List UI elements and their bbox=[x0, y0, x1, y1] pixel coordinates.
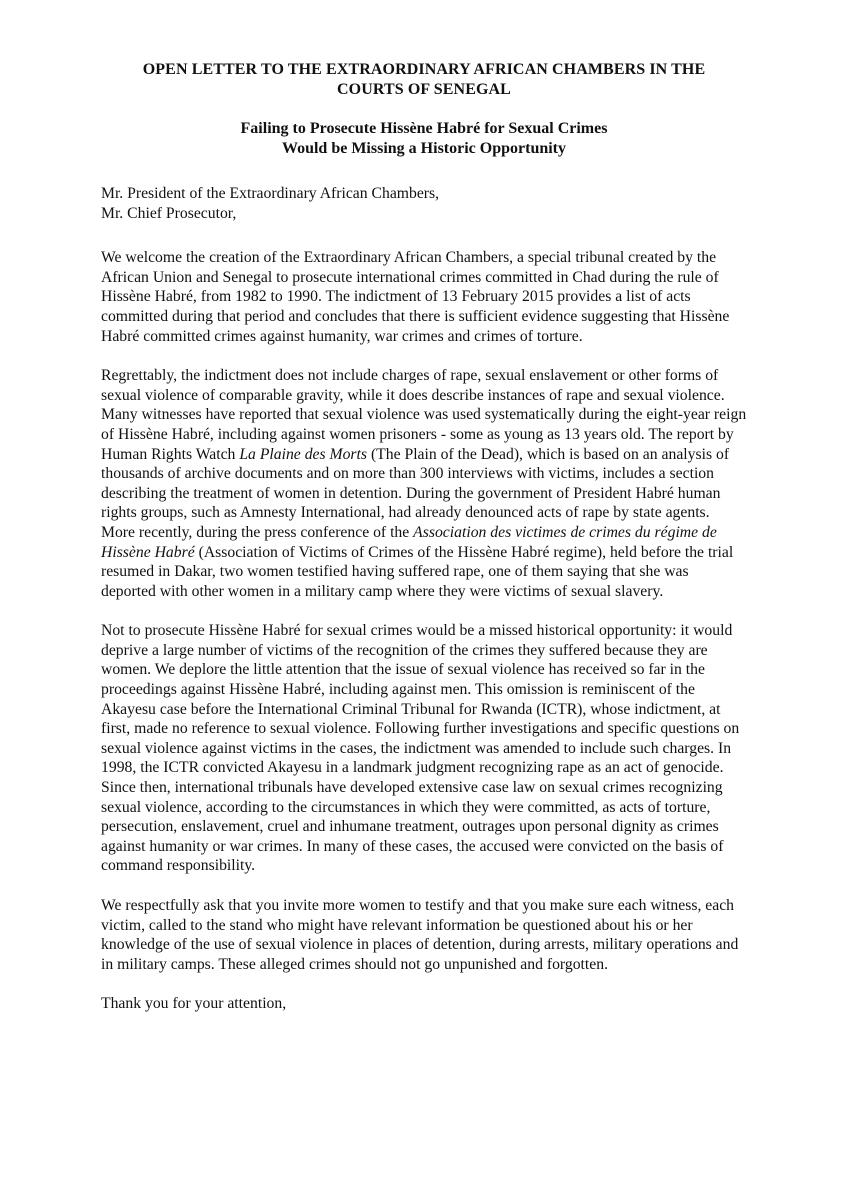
paragraph-request: We respectfully ask that you invite more women to testify and that you make sure each witness, each victim, called to the stand who might have relevant information be questioned about his or her knowledge of the use of sexual violence in places of detention, during arrests, military operations and in military camps. These alleged crimes should not go unpunished and forgotten. bbox=[101, 897, 739, 973]
letter-title-line-1: OPEN LETTER TO THE EXTRAORDINARY AFRICAN CHAMBERS IN THE bbox=[142, 61, 706, 78]
paragraph-2-text-b: (The Plain of the Dead), which is based on an analysis of thousands of archive documents and on more than 300 interviews with victims, includes a section describing the treatment of women in detention. During the government of President Habré human rights groups, such as Amnesty International, had already denounced acts of rape by state agents. More recently, during the press conference of the bbox=[101, 445, 730, 541]
letter-title-line-2: COURTS OF SENEGAL bbox=[337, 81, 511, 98]
letter-body bbox=[101, 60, 747, 1014]
paragraph-welcome: We welcome the creation of the Extraordinary African Chambers, a special tribunal created by the African Union and Senegal to prosecute international crimes committed in Chad during the rule of Hissène Habré, from 1982 to 1990. The indictment of 13 February 2015 provides a list of acts committed during that period and concludes that there is sufficient evidence suggesting that Hissène Habré committed crimes against humanity, war crimes and crimes of torture. bbox=[101, 249, 730, 345]
salutation-prosecutor: Mr. Chief Prosecutor, bbox=[101, 204, 237, 222]
salutation-president: Mr. President of the Extraordinary African Chambers, bbox=[101, 185, 440, 202]
salutation bbox=[101, 184, 747, 223]
letter-title bbox=[101, 60, 747, 100]
letter-subtitle-line-1: Failing to Prosecute Hissène Habré for Sexual Crimes bbox=[240, 120, 608, 137]
report-title-italic: La Plaine des Morts bbox=[239, 445, 368, 463]
paragraph-2-text-a: Regrettably, the indictment does not include charges of rape, sexual enslavement or other forms of sexual violence of comparable gravity, while it does describe instances of rape and sexual violence. Many witnesses have reported that sexual violence was used systematically during the eight-year reign of Hissène Habré, including against women prisoners - some as young as 13 years old. The report by Human Rights Watch bbox=[101, 367, 747, 463]
letter-subtitle bbox=[101, 119, 747, 159]
paragraph-missed-opportunity: Not to prosecute Hissène Habré for sexual crimes would be a missed historical opportunity: it would deprive a large number of victims of the recognition of the crimes they suffered because they are women. We deplore the little attention that the issue of sexual violence has received so far in the proceedings against Hissène Habré, including against men. This omission is reminiscent of the Akayesu case before the International Criminal Tribunal for Rwanda (ICTR), whose indictment, at first, made no reference to sexual violence. Following further investigations and specific questions on sexual violence against victims in the cases, the indictment was amended to include such charges. In 1998, the ICTR convicted Akayesu in a landmark judgment recognizing rape as an act of genocide. Since then, international tribunals have developed extensive case law on sexual crimes recognizing sexual violence, according to the circumstances in which they were committed, as acts of torture, persecution, enslavement, cruel and inhumane treatment, outrages upon personal dignity as crimes against humanity or war crimes. In many of these cases, the accused were convicted on the basis of command responsibility. bbox=[101, 622, 740, 875]
association-name-italic: Association des victimes de crimes du régime de Hissène Habré bbox=[101, 523, 717, 561]
paragraph-indictment-omission bbox=[101, 366, 747, 601]
closing-line: Thank you for your attention, bbox=[101, 995, 287, 1013]
letter-subtitle-line-2: Would be Missing a Historic Opportunity bbox=[281, 140, 567, 157]
paragraph-2-text-c: (Association of Victims of Crimes of the Hissène Habré regime), held before the trial resumed in Dakar, two women testified having suffered rape, one of them saying that she was deported with other women in a military camp where they were victims of sexual slavery. bbox=[101, 543, 734, 600]
